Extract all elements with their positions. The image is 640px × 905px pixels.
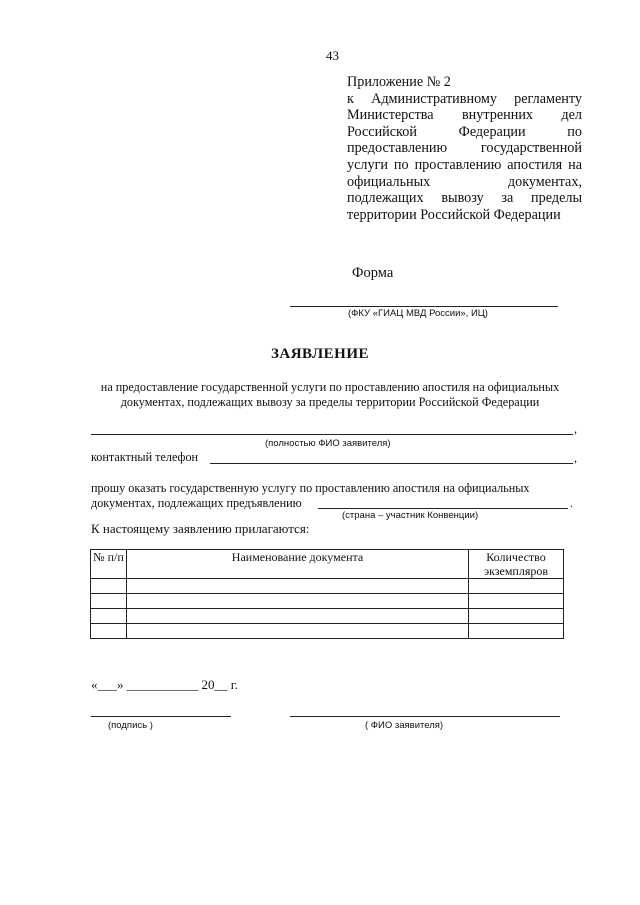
appendix-body: к Административному регламенту Министерства внутренних дел Российской Федерации по предоставлению государственной услуги по проставлению апостиля на официальных документах, подлежащих вывозу за пределы территории Российской Федерации <box>347 90 582 223</box>
header-quantity-label: Количество экземпляров <box>483 550 549 578</box>
fio-caption: (полностью ФИО заявителя) <box>265 438 391 449</box>
table-cell[interactable] <box>127 579 469 594</box>
signature-caption: (подпись ) <box>108 720 153 731</box>
header-document-name-label: Наименование документа <box>231 550 364 564</box>
table-cell[interactable] <box>91 594 127 609</box>
phone-field-line[interactable] <box>210 463 573 464</box>
table-row <box>91 609 564 624</box>
table-cell[interactable] <box>91 579 127 594</box>
table-cell[interactable] <box>91 624 127 639</box>
country-field-line[interactable] <box>318 508 568 509</box>
applicant-name-line[interactable] <box>290 716 560 717</box>
table-cell[interactable] <box>469 594 564 609</box>
documents-table <box>90 549 564 639</box>
table-cell[interactable] <box>469 579 564 594</box>
phone-comma: , <box>574 451 578 465</box>
table-cell[interactable] <box>469 624 564 639</box>
phone-label: контактный телефон <box>91 450 199 464</box>
page-number: 43 <box>326 48 339 63</box>
request-line-2: документах, подлежащих предъявлению <box>91 495 302 510</box>
country-period: . <box>570 496 573 510</box>
request-text <box>91 481 530 510</box>
header-quantity <box>469 550 564 579</box>
request-line-1: прошу оказать государственную услугу по проставлению апостиля на официальных <box>91 481 530 495</box>
document-subheading <box>80 380 580 409</box>
table-row <box>91 594 564 609</box>
fio-field-line[interactable] <box>91 434 573 435</box>
date-line: «___» ___________ 20__ г. <box>91 677 238 692</box>
signature-line[interactable] <box>91 716 231 717</box>
subheading-line-2: документах, подлежащих вывозу за пределы территории Российской Федерации <box>120 394 540 409</box>
appendix-block <box>347 74 582 223</box>
country-caption: (страна – участник Конвенции) <box>342 510 479 521</box>
table-header-row <box>91 550 564 579</box>
header-document-name <box>127 550 469 579</box>
header-number-label: № п/п <box>93 550 124 564</box>
table-row <box>91 579 564 594</box>
fio-comma: , <box>574 422 578 436</box>
table-cell[interactable] <box>127 624 469 639</box>
appendix-title: Приложение № 2 <box>347 74 451 90</box>
table-cell[interactable] <box>127 594 469 609</box>
form-label: Форма <box>352 265 394 281</box>
subheading-line-1: на предоставление государственной услуги по проставлению апостиля на официальных <box>100 380 560 394</box>
header-number <box>91 550 127 579</box>
org-caption: (ФКУ «ГИАЦ МВД России», ИЦ) <box>348 308 488 319</box>
applicant-name-caption: ( ФИО заявителя) <box>365 720 444 731</box>
table-cell[interactable] <box>127 609 469 624</box>
table-cell[interactable] <box>469 609 564 624</box>
document-heading: ЗАЯВЛЕНИЕ <box>270 346 370 362</box>
attached-label: К настоящему заявлению прилагаются: <box>91 521 310 536</box>
table-cell[interactable] <box>91 609 127 624</box>
org-line <box>290 306 558 307</box>
table-row <box>91 624 564 639</box>
